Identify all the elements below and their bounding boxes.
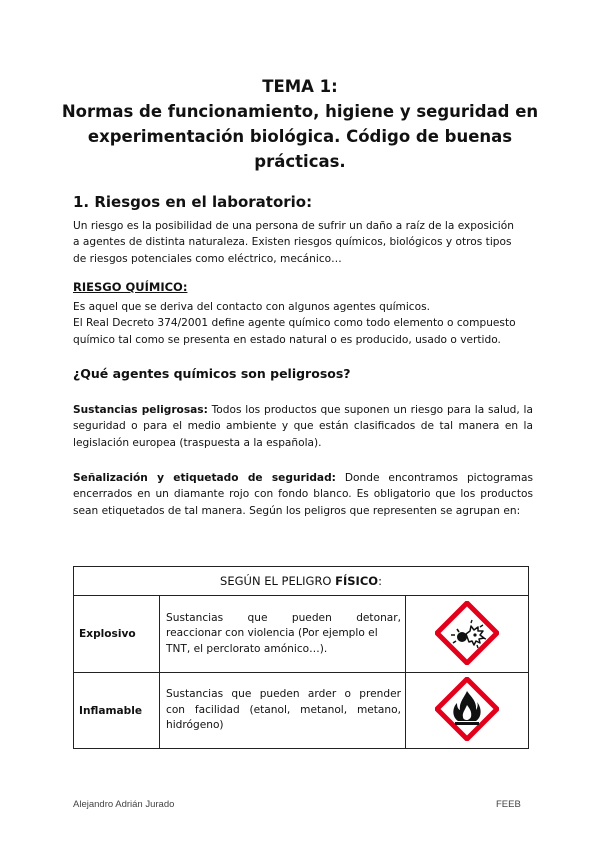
description-line: Sustancias que pueden arder o prender — [166, 688, 401, 701]
footer-org: FEEB — [496, 799, 521, 810]
paragraph-line: legislación europea (traspuesta a la española). — [73, 436, 322, 449]
paragraph-line: seguridad o para el medio ambiente y que están clasificados de tal manera en la — [73, 420, 533, 433]
table-row — [74, 673, 529, 749]
hazard-description — [160, 673, 406, 749]
paragraph-line: a agentes de distinta naturaleza. Existen riesgos químicos, biológicos y otros tipos — [73, 236, 512, 249]
riesgos-intro-paragraph — [73, 218, 533, 267]
title-line: Normas de funcionamiento, higiene y seguridad en — [61, 102, 539, 121]
description-line: Sustancias que pueden detonar, — [166, 611, 401, 624]
paragraph-line: sean etiquetados de tal manera. Según los peligros que representen se agrupan en: — [73, 504, 521, 517]
paragraph-line: encerrados en un diamante rojo con fondo blanco. Es obligatorio que los productos — [73, 488, 533, 501]
table-header-bold: FÍSICO — [335, 574, 379, 588]
paragraph-line — [73, 470, 533, 486]
riesgo-fisico-table — [73, 566, 529, 749]
table-header — [74, 567, 529, 596]
title-line: TEMA 1: — [262, 77, 338, 96]
title-line: prácticas. — [254, 152, 346, 171]
line-text: Todos los productos que suponen un riesgo para la salud, la — [207, 404, 533, 416]
hazard-name: Inflamable — [74, 673, 160, 749]
document-title — [60, 74, 540, 174]
description-line: reaccionar con violencia (Por ejemplo el — [166, 627, 378, 640]
line-text: Donde encontramos pictogramas — [335, 472, 533, 484]
table-row — [74, 596, 529, 673]
table-header-prefix: SEGÚN EL PELIGRO — [220, 574, 336, 588]
term-senalizacion: Señalización y etiquetado de seguridad: — [73, 472, 336, 484]
sustancias-peligrosas-paragraph — [73, 402, 533, 451]
title-line: experimentación biológica. Código de buenas — [87, 127, 513, 146]
hazard-pictogram-cell — [406, 673, 529, 749]
description-line: hidrógeno) — [166, 719, 224, 732]
exploding-bomb-icon — [435, 601, 499, 665]
riesgo-quimico-paragraph — [73, 299, 533, 348]
description-line: TNT, el perclorato amónico…). — [166, 642, 328, 655]
flame-icon — [435, 677, 499, 741]
agentes-peligrosos-heading: ¿Qué agentes químicos son peligrosos? — [73, 366, 351, 381]
riesgo-quimico-heading: RIESGO QUÍMICO: — [73, 280, 188, 294]
hazard-pictogram-cell — [406, 596, 529, 673]
hazard-name: Explosivo — [74, 596, 160, 673]
footer-author: Alejandro Adrián Jurado — [73, 799, 175, 810]
senalizacion-paragraph — [73, 470, 533, 519]
paragraph-line — [73, 402, 533, 418]
term-sustancias-peligrosas: Sustancias peligrosas: — [73, 404, 208, 416]
description-line: con facilidad (etanol, metanol, metano, — [166, 703, 401, 716]
hazard-description — [160, 596, 406, 673]
section-heading-riesgos: 1. Riesgos en el laboratorio: — [73, 193, 313, 211]
table-header-suffix: : — [378, 574, 382, 588]
paragraph-line: El Real Decreto 374/2001 define agente químico como todo elemento o compuesto — [73, 317, 516, 330]
paragraph-line: químico tal como se presenta en estado natural o es producido, usado o vertido. — [73, 333, 501, 346]
paragraph-line: de riesgos potenciales como eléctrico, mecánico… — [73, 252, 342, 265]
paragraph-line: Un riesgo es la posibilidad de una persona de sufrir un daño a raíz de la exposición — [73, 220, 514, 232]
paragraph-line: Es aquel que se deriva del contacto con algunos agentes químicos. — [73, 301, 430, 313]
